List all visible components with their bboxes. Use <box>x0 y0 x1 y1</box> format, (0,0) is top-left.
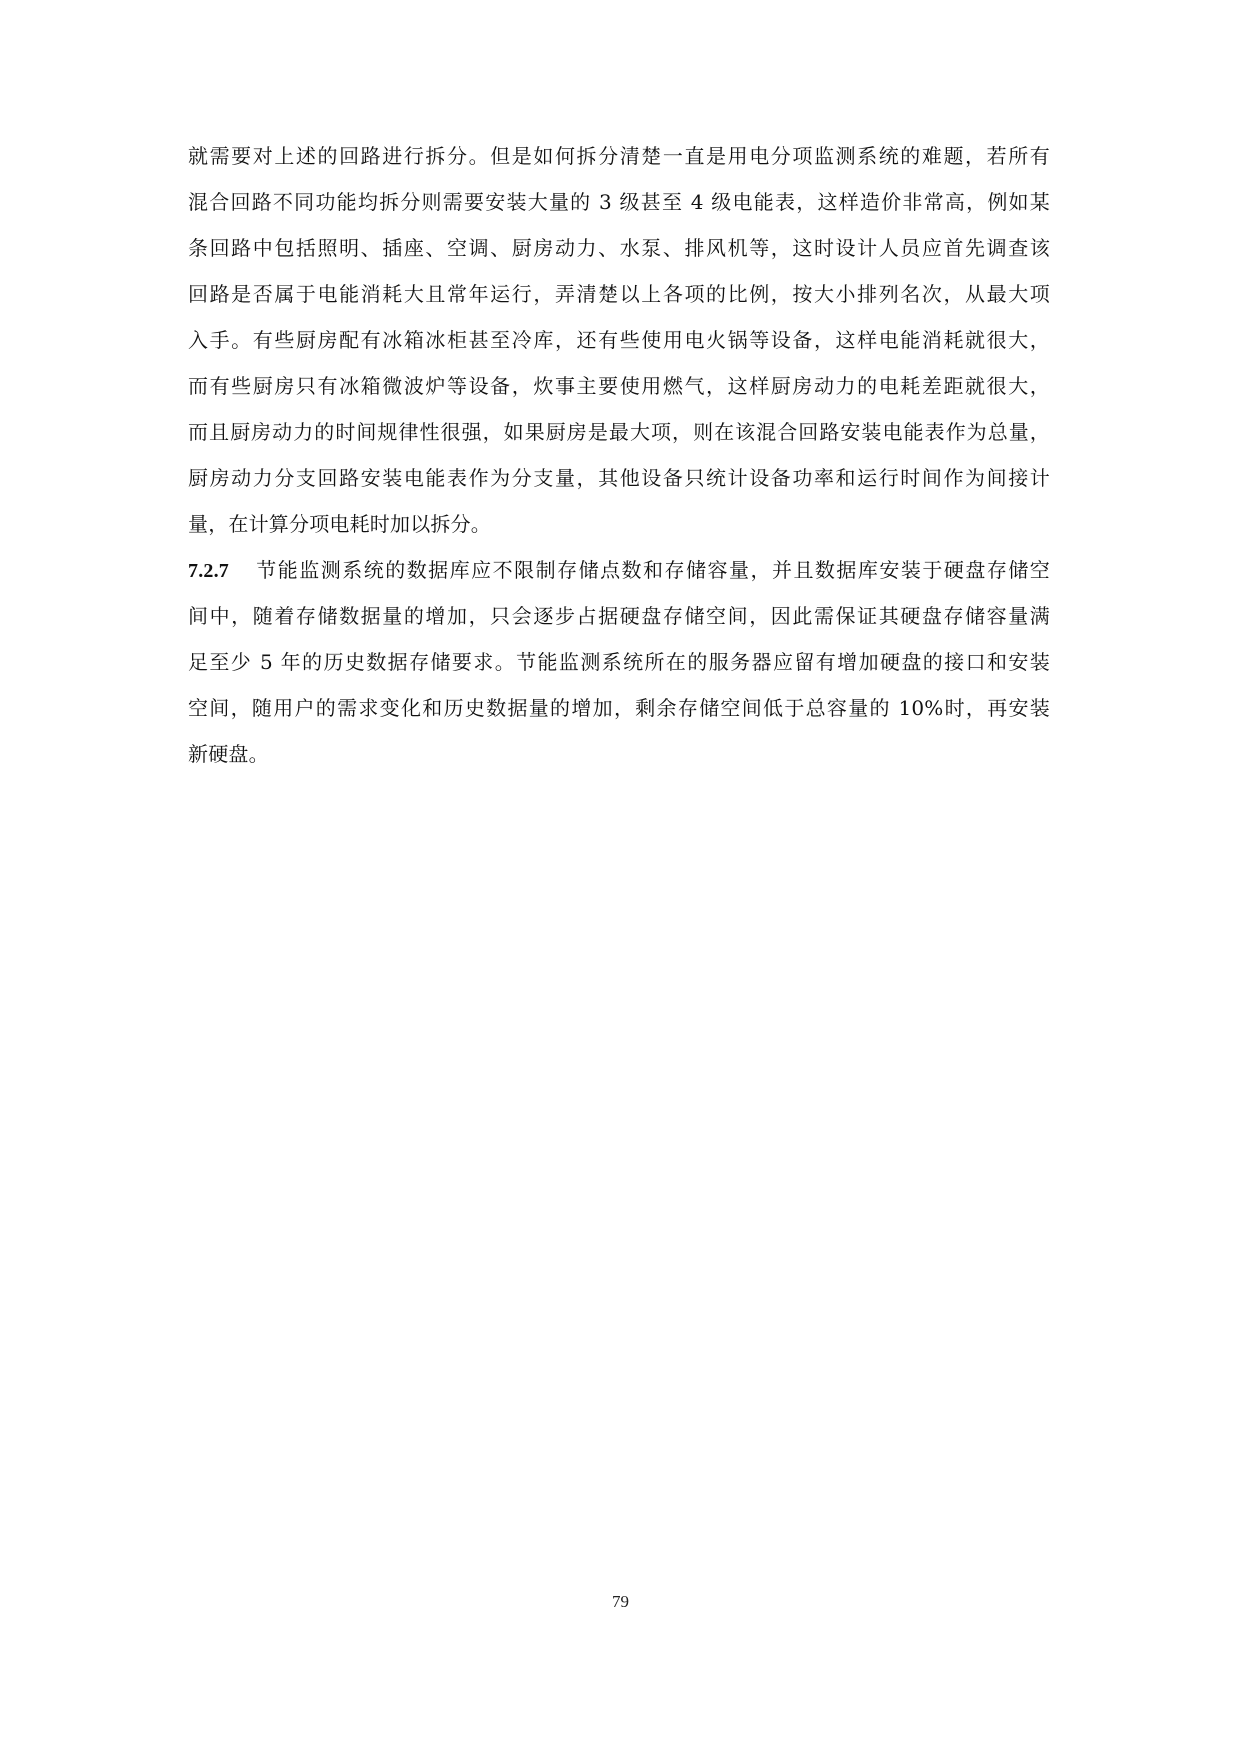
page-number: 79 <box>612 1592 629 1611</box>
paragraph-line: 混合回路不同功能均拆分则需要安装大量的 3 级甚至 4 级电能表，这样造价非常高，例如某 <box>188 190 1050 214</box>
clause-first-line <box>188 550 1050 590</box>
paragraph-line: 量，在计算分项电耗时加以拆分。 <box>188 512 491 536</box>
paragraph-line: 而且厨房动力的时间规律性很强，如果厨房是最大项，则在该混合回路安装电能表作为总量， <box>188 420 1050 444</box>
paragraph-line: 厨房动力分支回路安装电能表作为分支量，其他设备只统计设备功率和运行时间作为间接计 <box>188 466 1050 490</box>
paragraph-line: 空间，随用户的需求变化和历史数据量的增加，剩余存储空间低于总容量的 10%时，再安装 <box>188 696 1050 720</box>
paragraph-line: 新硬盘。 <box>188 742 269 766</box>
paragraph-line: 就需要对上述的回路进行拆分。但是如何拆分清楚一直是用电分项监测系统的难题，若所有 <box>188 144 1050 168</box>
paragraph-line: 足至少 5 年的历史数据存储要求。节能监测系统所在的服务器应留有增加硬盘的接口和安装 <box>188 650 1050 674</box>
paragraph-line: 而有些厨房只有冰箱微波炉等设备，炊事主要使用燃气，这样厨房动力的电耗差距就很大， <box>188 374 1050 398</box>
paragraph-line: 间中，随着存储数据量的增加，只会逐步占据硬盘存储空间，因此需保证其硬盘存储容量满 <box>188 604 1050 628</box>
paragraph-line: 条回路中包括照明、插座、空调、厨房动力、水泵、排风机等，这时设计人员应首先调查该 <box>188 236 1050 260</box>
clause-number: 7.2.7 <box>188 560 229 582</box>
paragraph-line: 回路是否属于电能消耗大且常年运行，弄清楚以上各项的比例，按大小排列名次，从最大项 <box>188 282 1050 306</box>
paragraph-line: 入手。有些厨房配有冰箱冰柜甚至冷库，还有些使用电火锅等设备，这样电能消耗就很大， <box>188 328 1050 352</box>
clause-text: 节能监测系统的数据库应不限制存储点数和存储容量，并且数据库安装于硬盘存储空 <box>255 558 1050 582</box>
